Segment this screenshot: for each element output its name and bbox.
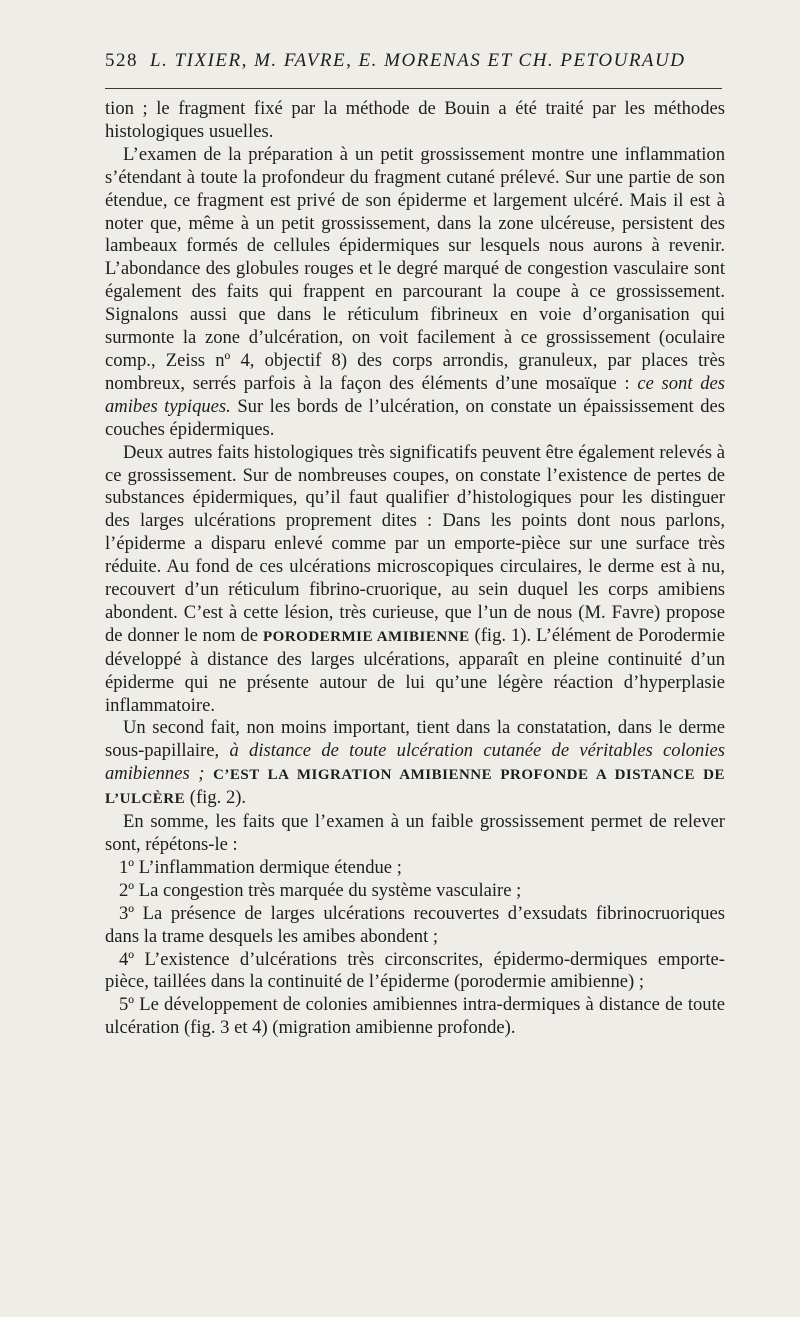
paragraph-2-emphasis: ce sont des amibes typiques. (105, 372, 725, 417)
paragraph-3 (105, 442, 725, 718)
body-text (105, 98, 725, 1040)
paragraph-4-end: (fig. 2). (189, 787, 247, 809)
paragraph-2-text: L’examen de la préparation à un petit grossissement montre une inflammation s’étendant à toute la profondeur du fragment cutané prélevé. Sur une partie de son étendue, ce fragment est privé de son épiderme et largement ulcéré. Mais il est à noter que, même à un petit grossissement, dans la zone ulcéreuse, persistent des lambeaux formés de cellules épidermiques sur lesquels nous aurons à revenir. L’abondance des globules rouges et le degré marqué de congestion vasculaire sont également des faits qui frappent en parcourant la coupe à ce grossissement. Signalons aussi que dans le réticulum fibrineux en voie d’organisation qui surmonte la zone d’ulcération, on voit facilement à ce grossissement (oculaire comp., Zeiss nº 4, objectif 8) des corps arrondis, granuleux, par places très nombreux, serrés parfois à la façon des éléments d’une mosaïque : (105, 143, 725, 394)
list-item-2: 2º La congestion très marquée du système vasculaire ; (119, 879, 522, 901)
header-authors: L. TIXIER, M. FAVRE, E. MORENAS ET CH. PETOURAUD (150, 50, 686, 71)
list-item-4: 4º L’existence d’ulcérations très circonscrites, épidermo-dermiques emporte-pièce, taillées dans la continuité de l’épiderme (porodermie amibienne) ; (105, 948, 725, 993)
header-rule (105, 88, 722, 89)
migration-term: C’EST LA MIGRATION AMIBIENNE PROFONDE A DISTANCE DE L’ULCÈRE (105, 767, 726, 808)
list-item-5: 5º Le développement de colonies amibiennes intra-dermiques à distance de toute ulcération (fig. 3 et 4) (migration amibienne profonde). (105, 994, 725, 1039)
list-item-3: 3º La présence de larges ulcérations recouvertes d’exsudats fibrinocruoriques dans la trame desquels les amibes abondent ; (105, 902, 725, 947)
paragraph-4-emphasis: à distance de toute ulcération cutanée de véritables colonies amibiennes ; (105, 740, 725, 785)
paragraph-5: En somme, les faits que l’examen à un faible grossissement permet de relever sont, répétons-le : (105, 811, 725, 855)
paragraph-3-text: Deux autres faits histologiques très significatifs peuvent être également relevés à ce grossissement. Sur de nombreuses coupes, on constate l’existence de pertes de substances épidermiques, qu’il faut qualifier d’histologiques pour les distinguer des larges ulcérations proprement dites : Dans les points dont nous parlons, l’épiderme a disparu enlevé comme par un emporte-pièce sur une surface très réduite. Au fond de ces ulcérations microscopiques circulaires, le derme est à nu, recouvert d’un réticulum fibrino-cruorique, au sein duquel les corps amibiens abondent. C’est à cette lésion, très curieuse, que l’un de nous (M. Favre) propose de donner le nom de (105, 441, 725, 646)
list-item-1: 1º L’inflammation dermique étendue ; (119, 856, 402, 878)
paragraph-4 (105, 717, 725, 811)
page-number: 528 (105, 50, 138, 71)
paragraph-1: tion ; le fragment fixé par la méthode de Bouin a été traité par les méthodes histologiques usuelles. (105, 98, 725, 142)
paragraph-3-end: (fig. 1). L’élément de Porodermie développé à distance des larges ulcérations, apparaît en pleine continuité d’un épiderme qui ne présente autour de lui qu’une légère réaction d’hyperplasie inflammatoire. (105, 624, 725, 716)
paragraph-2 (105, 144, 725, 442)
paragraph-4-text: Un second fait, non moins important, tient dans la constatation, dans le derme sous-papillaire, (105, 717, 725, 762)
running-header (105, 50, 725, 72)
porodermie-term: PORODERMIE AMIBIENNE (263, 628, 470, 645)
paragraph-2-end: Sur les bords de l’ulcération, on constate un épaississement des couches épidermiques. (105, 395, 726, 440)
